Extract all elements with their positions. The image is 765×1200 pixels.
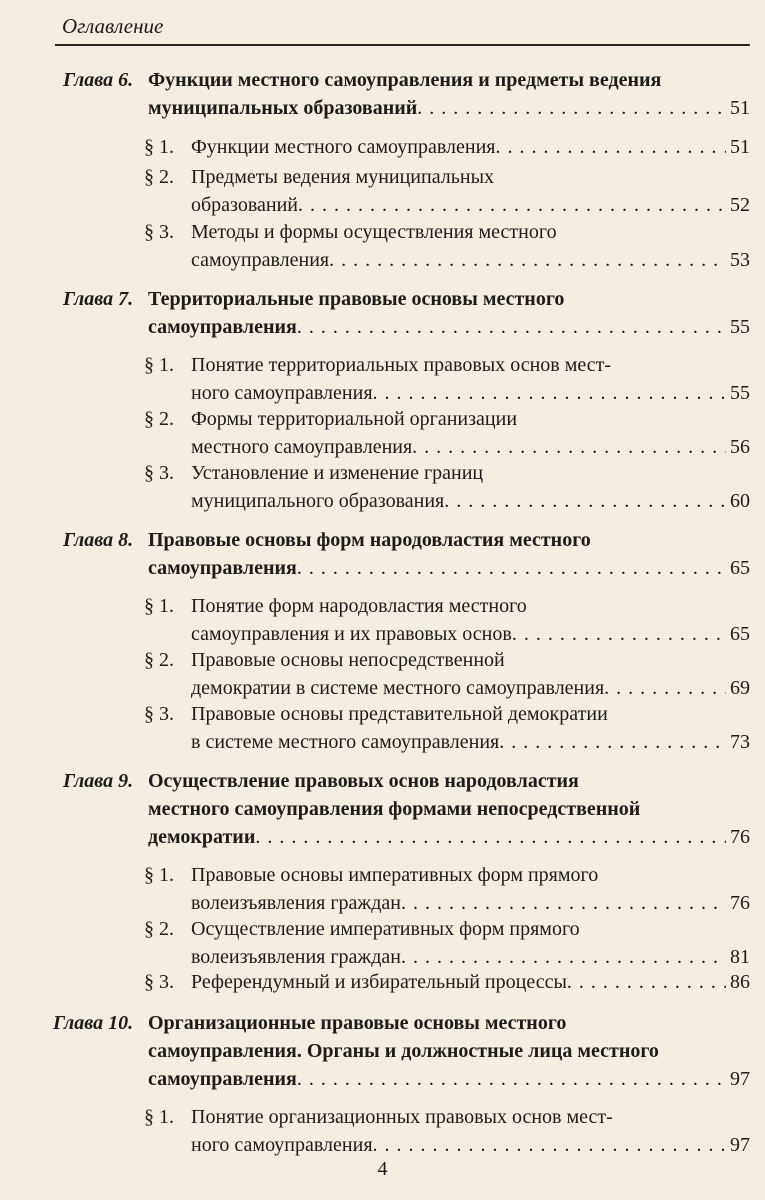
toc-section-title: Правовые основы представительной демократии <box>191 703 608 725</box>
toc-page-number: 56 <box>730 436 750 458</box>
toc-chapter-label: Глава 7. <box>63 288 134 310</box>
toc-section-number: § 1. <box>144 354 174 376</box>
toc-section-number: § 1. <box>144 864 174 886</box>
toc-section-line <box>191 702 750 726</box>
toc-leader-dots <box>499 730 726 754</box>
toc-section-line <box>191 917 750 941</box>
toc-section-line <box>191 165 750 189</box>
toc-section-line <box>191 461 750 485</box>
toc-section-title: ного самоуправления <box>191 1134 373 1156</box>
toc-section-title: Референдумный и избирательный процессы <box>191 971 567 993</box>
toc-section-title: Установление и изменение границ <box>191 462 484 484</box>
toc-chapter-title: самоуправления <box>148 1068 297 1090</box>
toc-chapter-title: Правовые основы форм народовластия местного <box>148 529 591 551</box>
toc-leader-dots <box>567 970 726 994</box>
toc-chapter-line <box>148 315 750 339</box>
toc-section-number: § 3. <box>144 221 174 243</box>
toc-section-title: образований <box>191 194 299 216</box>
toc-chapter-line <box>148 528 750 552</box>
toc-section-line <box>191 730 750 754</box>
toc-chapter-label: Глава 9. <box>63 770 134 792</box>
toc-section-line <box>191 970 750 994</box>
toc-section-line <box>191 648 750 672</box>
toc-leader-dots <box>417 96 726 120</box>
toc-section-title: Функции местного самоуправления <box>191 136 496 158</box>
toc-chapter-line <box>148 96 750 120</box>
toc-page-number: 65 <box>730 623 750 645</box>
toc-page-number: 65 <box>730 557 750 579</box>
toc-leader-dots <box>373 1133 726 1157</box>
toc-section-number: § 1. <box>144 595 174 617</box>
toc-section-line <box>191 863 750 887</box>
toc-chapter-title: Функции местного самоуправления и предметы ведения <box>148 69 662 91</box>
toc-chapter-label: Глава 6. <box>63 69 134 91</box>
toc-leader-dots <box>297 315 726 339</box>
toc-section-title: Формы территориальной организации <box>191 408 518 430</box>
toc-page-number: 81 <box>730 946 750 968</box>
toc-section-line <box>191 220 750 244</box>
toc-section-line <box>191 407 750 431</box>
toc-section-number: § 3. <box>144 462 174 484</box>
toc-section-title: Понятие форм народовластия местного <box>191 595 527 617</box>
toc-section-title: Правовые основы императивных форм прямого <box>191 864 599 886</box>
toc-chapter-title: местного самоуправления формами непосредственной <box>148 798 641 820</box>
toc-section-title: местного самоуправления <box>191 436 413 458</box>
toc-chapter-title: демократии <box>148 826 256 848</box>
toc-section-title: Правовые основы непосредственной <box>191 649 505 671</box>
toc-chapter-title: Организационные правовые основы местного <box>148 1012 567 1034</box>
toc-leader-dots <box>329 248 726 272</box>
toc-section-line <box>191 1105 750 1129</box>
toc-chapter-title: самоуправления <box>148 316 297 338</box>
toc-leader-dots <box>297 556 726 580</box>
toc-section-line <box>191 945 750 969</box>
toc-section-title: Осуществление императивных форм прямого <box>191 918 580 940</box>
toc-section-line <box>191 353 750 377</box>
toc-section-title: Понятие территориальных правовых основ мест- <box>191 354 612 376</box>
toc-page-number: 76 <box>730 826 750 848</box>
toc-section-title: самоуправления <box>191 249 330 271</box>
toc-section-title: самоуправления и их правовых основ <box>191 623 512 645</box>
toc-section-title: муниципального образования <box>191 490 445 512</box>
toc-page-number: 76 <box>730 892 750 914</box>
toc-page-number: 69 <box>730 677 750 699</box>
page-number: 4 <box>377 1158 388 1180</box>
toc-page-number: 97 <box>730 1134 750 1156</box>
toc-section-number: § 2. <box>144 166 174 188</box>
toc-section-number: § 3. <box>144 703 174 725</box>
toc-page-number: 55 <box>730 316 750 338</box>
toc-section-line <box>191 248 750 272</box>
toc-page-number: 60 <box>730 490 750 512</box>
toc-chapter-line <box>148 1067 750 1091</box>
toc-section-line <box>191 381 750 405</box>
toc-chapter-title: самоуправления. Органы и должностные лица местного <box>148 1040 659 1062</box>
toc-section-title: демократии в системе местного самоуправления <box>191 677 605 699</box>
toc-page-number: 53 <box>730 249 750 271</box>
toc-section-line <box>191 135 750 159</box>
toc-leader-dots <box>401 891 726 915</box>
toc-section-title: ного самоуправления <box>191 382 373 404</box>
toc-section-title: Понятие организационных правовых основ мест- <box>191 1106 613 1128</box>
toc-page-number: 51 <box>730 136 750 158</box>
toc-leader-dots <box>604 676 726 700</box>
toc-chapter-title: муниципальных образований <box>148 97 418 119</box>
toc-leader-dots <box>297 1067 726 1091</box>
toc-section-title: волеизъявления граждан <box>191 946 401 968</box>
toc-section-number: § 2. <box>144 649 174 671</box>
toc-page-number: 52 <box>730 194 750 216</box>
toc-leader-dots <box>255 825 726 849</box>
toc-page-number: 97 <box>730 1068 750 1090</box>
toc-chapter-line <box>148 797 750 821</box>
toc-chapter-line <box>148 287 750 311</box>
toc-chapter-label: Глава 10. <box>53 1012 134 1034</box>
toc-leader-dots <box>412 435 726 459</box>
toc-section-number: § 3. <box>144 971 174 993</box>
toc-page-number: 86 <box>730 971 750 993</box>
toc-section-title: Методы и формы осуществления местного <box>191 221 557 243</box>
toc-section-line <box>191 435 750 459</box>
running-head: Оглавление <box>62 14 164 38</box>
toc-section-line <box>191 676 750 700</box>
toc-chapter-line <box>148 1039 750 1063</box>
toc-chapter-title: Территориальные правовые основы местного <box>148 288 565 310</box>
toc-leader-dots <box>512 622 726 646</box>
toc-section-line <box>191 622 750 646</box>
toc-chapter-line <box>148 68 750 92</box>
toc-leader-dots <box>373 381 726 405</box>
toc-section-line <box>191 193 750 217</box>
toc-section-title: волеизъявления граждан <box>191 892 401 914</box>
toc-chapter-line <box>148 769 750 793</box>
toc-chapter-label: Глава 8. <box>63 529 134 551</box>
toc-leader-dots <box>496 135 726 159</box>
toc-chapter-title: Осуществление правовых основ народовластия <box>148 770 579 792</box>
toc-leader-dots <box>444 489 726 513</box>
toc-leader-dots <box>298 193 726 217</box>
toc-page-number: 73 <box>730 731 750 753</box>
toc-section-line <box>191 1133 750 1157</box>
toc-section-line <box>191 891 750 915</box>
toc-page-number: 51 <box>730 97 750 119</box>
toc-section-title: Предметы ведения муниципальных <box>191 166 495 188</box>
toc-chapter-line <box>148 1011 750 1035</box>
toc-leader-dots <box>401 945 726 969</box>
toc-chapter-title: самоуправления <box>148 557 297 579</box>
toc-section-number: § 2. <box>144 918 174 940</box>
toc-page-number: 55 <box>730 382 750 404</box>
toc-chapter-line <box>148 825 750 849</box>
toc-section-number: § 1. <box>144 1106 174 1128</box>
toc-section-title: в системе местного самоуправления <box>191 731 500 753</box>
toc-chapter-line <box>148 556 750 580</box>
toc-section-line <box>191 594 750 618</box>
toc-section-line <box>191 489 750 513</box>
toc-section-number: § 2. <box>144 408 174 430</box>
toc-section-number: § 1. <box>144 136 174 158</box>
